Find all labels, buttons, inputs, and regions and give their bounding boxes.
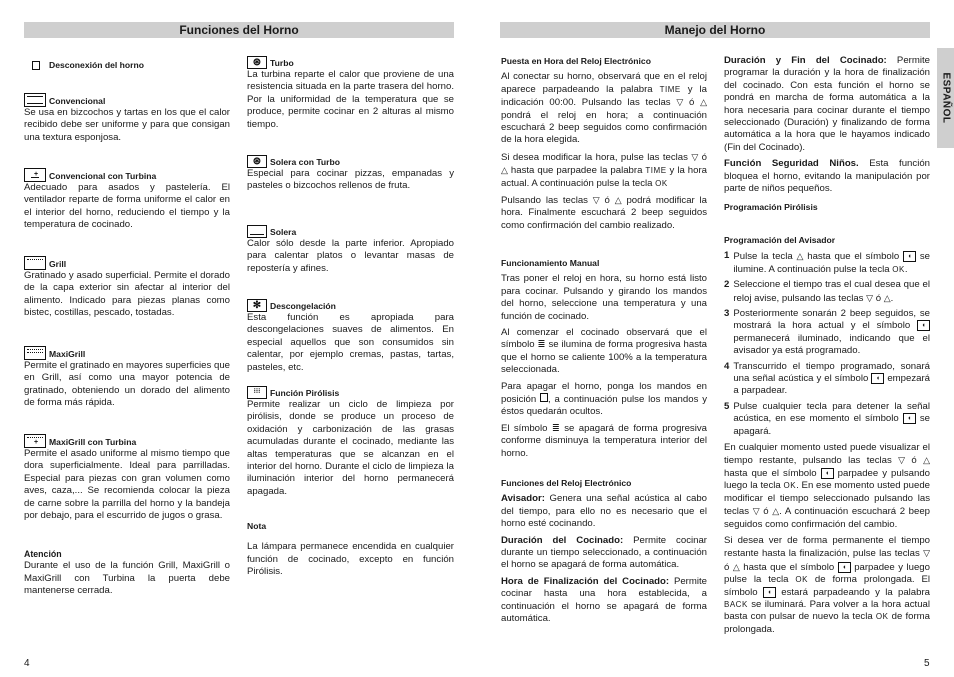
defrost-icon: ✻ [247, 299, 267, 312]
timer-bell-icon: ◖ [903, 413, 916, 424]
step-3: 3 Posteriormente sonarán 2 beep seguidos, se mostrará la hora actual y el símbolo ◖ permanecerá iluminado, indicando que el avisador ya está programado. [724, 307, 930, 357]
maxigrill-icon [24, 346, 46, 360]
pyrolysis-icon: ⁝⁝⁝ [247, 386, 267, 399]
turbo-section: ⊛ Turbo La turbina reparte el calor que proviene de una resistencia situada en la parte trasera del horno. Por la uniformidad de la temperatura que se produce, permite cocinar en 2 alturas al mismo tiempo. [247, 57, 454, 130]
bottom-heat-icon [247, 225, 267, 238]
atencion-section: Atención Durante el uso de la función Grill, MaxiGrill o MaxiGrill con Turbina la puerta debe mantenerse cerrada. [24, 549, 230, 597]
convencional-section: Convencional Se usa en bizcochos y tartas en los que el calor recibido debe ser uniforme y para que consigan una textura esponjosa. [24, 93, 230, 144]
funciones-reloj-section: Funciones del Reloj Electrónico Avisador: Genera una señal acústica al cabo del tiempo, para ello no es necesario que el horno esté cocinando. Duración del Cocinado: Permite cocinar durante un tiempo seleccionado, a continuación el horno se apagará de forma automática. Hora de Finalización del Cocinado: Permite cocinar hasta una hora establecida, a continuación el horno se apagará de forma automática. [501, 478, 708, 625]
prog-pirolisis-heading: Programación Pirólisis [724, 202, 818, 213]
timer-bell-icon: ◖ [903, 251, 916, 262]
left-section-header: Funciones del Horno [24, 22, 454, 38]
maxigrill-section: MaxiGrill Permite el gratinado en mayores superficies que en Grill, así como una mayor potencia de gratinado, obteniendo un dorado del alimento de forma más rápida. [24, 346, 230, 410]
solera-turbo-section: ⊛ Solera con Turbo Especial para cocinar pizzas, empanadas y pasteles o bizcochos rellenos de fruta. [247, 156, 454, 192]
fan-heat-icon: + [24, 168, 46, 182]
timer-bell-icon: ◖ [917, 320, 930, 331]
nota-section: Nota La lámpara permanece encendida en cualquier función de cocinado, excepto en función Pirólisis. [247, 521, 454, 578]
grill-section: Grill Gratinado y asado superficial. Permite el dorado de la capa exterior sin afectar al interior del alimento. Indicado para piezas planas como bistec, costillas, pescado, tostadas. [24, 256, 230, 320]
page-number-left: 4 [24, 658, 30, 669]
desconexion-heading: Desconexión del horno [32, 60, 144, 70]
fan-icon: ⊛ [247, 56, 267, 69]
off-symbol-icon [32, 61, 40, 70]
grill-icon [24, 256, 46, 270]
timer-bell-icon: ◖ [871, 373, 884, 384]
language-tab: ESPAÑOL [937, 48, 954, 148]
atencion-heading: Atención [24, 549, 62, 559]
nota-heading: Nota [247, 521, 267, 531]
step-5: 5 Pulse cualquier tecla para detener la señal acústica, en ese momento el símbolo ◖ se apagará. [724, 400, 931, 437]
dur-fin-section: Duración y Fin del Cocinado: Permite programar la duración y la hora de finalización del cocinado. Con esta función el horno se pondrá en marcha de forma automática a la hora necesaria para cocinar durante el tiempo seleccionado (Duración) y finalizando de forma automática a la hora que le hayamos indicado (Fin del Cocinado). Función Seguridad Niños. Esta función bloquea el horno, evitando la manipulación por parte de niños pequeños. Programación Pirólisis Programación del Avisador 1 Pulse la tecla △ hasta que el símbolo ◖ se ilumine. A continuación pulse la tecla OK. 2 Seleccione el tiempo tras el cual desea que el reloj avise, pulsando las teclas ▽ ó △. 3 Posteriormente sonarán 2 beep seguidos, se mostrará la hora actual y el símbolo ◖ permanecerá iluminado, indicando que el avisador ya está programado. 4 Transcurrido el tiempo programado, sonará una señal acústica y el símbolo ◖ empezará a parpadear. 5 Pulse cualquier tecla para detener la señal acústica, en ese momento el símbolo ◖ se apagará. En cualquier momento usted puede visualizar el tiempo restante, pulsando las teclas ▽ ó △ hasta que el símbolo ◖ parpadee y pulsando luego la tecla OK. En ese momento usted puede modificar el tiempo seleccionado pulsando las teclas ▽ ó △. A continuación escuchará 2 beep seguidos como confirmación del cambio. Si desea ver de forma permanente el tiempo restante hasta la finalización, pulse las teclas ▽ ó △ hasta que el símbolo ◖ parpadee y luego pulse la tecla OK de forma prolongada. El símbolo ◖ estará parpadeando y la palabra BACK se iluminará. Para volver a la hora actual basta con pulsar de nuevo la tecla OK de forma prolongada. [724, 55, 931, 635]
reloj-heading: Puesta en Hora del Reloj Electrónico [501, 56, 651, 66]
solera-section: Solera Calor sólo desde la parte inferior. Apropiado para calentar platos o levantar masas de repostería y afines. [247, 226, 454, 274]
maxigrill-turbina-section: + MaxiGrill con Turbina Permite el asado uniforme al mismo tiempo que dora superficialmente. Ideal para parrilladas. Especial para piezas con gran volumen como aves, caza,... Se recomienda colocar la pieza de carne sobre la parrilla del horno y la bandeja por debajo, para el escurrido de jugos o grasa. [24, 434, 230, 522]
funciones-reloj-heading: Funciones del Reloj Electrónico [501, 478, 632, 488]
convencional-turbina-section: + Convencional con Turbina Adecuado para asados y pastelería. El ventilador reparte de forma uniforme el calor en el interior del horno, reduciendo el tiempo y la temperatura de cocinado. [24, 168, 230, 232]
maxigrill-fan-icon: + [24, 434, 46, 448]
off-position-icon [540, 393, 548, 402]
manual-heading: Funcionamiento Manual [501, 258, 600, 268]
conventional-heat-icon [24, 93, 46, 107]
heat-bars-icon: ≣ [537, 339, 546, 351]
manual-section: Funcionamiento Manual Tras poner el reloj en hora, su horno está listo para cocinar. Pulsando y girando los mandos del horno, seleccione una temperatura y una función de cocinado. Al comenzar el cocinado observará que el símbolo ≣ se ilumina de forma progresiva hasta que el horno se caliente 100% a la temperatura seleccionada. Para apagar el horno, ponga los mandos en posición , a continuación pulse los mandos y éstos quedarán ocultos. El símbolo ≣ se apagará de forma progresiva conforme disminuya la temperatura interior del horno. [501, 258, 708, 459]
step-1: 1 Pulse la tecla △ hasta que el símbolo ◖ se ilumine. A continuación pulse la tecla OK. [724, 250, 930, 275]
reloj-section: Puesta en Hora del Reloj Electrónico Al conectar su horno, observará que en el reloj aparece parpadeando la palabra TIME y la indicación 00:00. Pulsando las teclas ▽ ó △ pondrá el reloj en hora; a continuación escuchará 2 beep seguidos como confirmación de la hora elegida. Si desea modificar la hora, pulse las teclas ▽ ó △ hasta que parpadee la palabra TIME y la hora actual. A continuación pulse la tecla OK Pulsando las teclas ▽ ó △ podrá modificar la hora. Finalmente escuchará 2 beep seguidos como confirmación del cambio realizado. [501, 56, 708, 231]
down-key-icon: ▽ [676, 97, 684, 108]
descongelacion-section: ✻ Descongelación Esta función es apropiada para descongelaciones suaves de alimentos. En especial aquellos que son consumidos sin calentar, por ejemplo cremas, pastas, tartas, pasteles, etc. [247, 300, 454, 373]
step-4: 4 Transcurrido el tiempo programado, sonará una señal acústica y el símbolo ◖ empezará a parpadear. [724, 360, 930, 397]
up-key-icon: △ [700, 97, 707, 108]
page-number-right: 5 [924, 658, 930, 669]
heat-bars-icon: ≣ [551, 422, 560, 434]
prog-avisador-heading: Programación del Avisador [724, 234, 836, 245]
right-section-header: Manejo del Horno [500, 22, 930, 38]
fan-bottom-heat-icon: ⊛ [247, 155, 267, 168]
pirolisis-section: ⁝⁝⁝ Función Pirólisis Permite realizar un ciclo de limpieza por pirólisis, donde se produce un proceso de oxidación y carbonización de las grasas acumuladas durante el cocinado, mediante las altas temperaturas que se alcanzan en el interior del horno. Durante el ciclo de limpieza la iluminación interior del horno permanecerá apagada. [247, 387, 454, 497]
step-2: 2 Seleccione el tiempo tras el cual desea que el reloj avise, pulsando las teclas ▽ ó △. [724, 279, 930, 304]
